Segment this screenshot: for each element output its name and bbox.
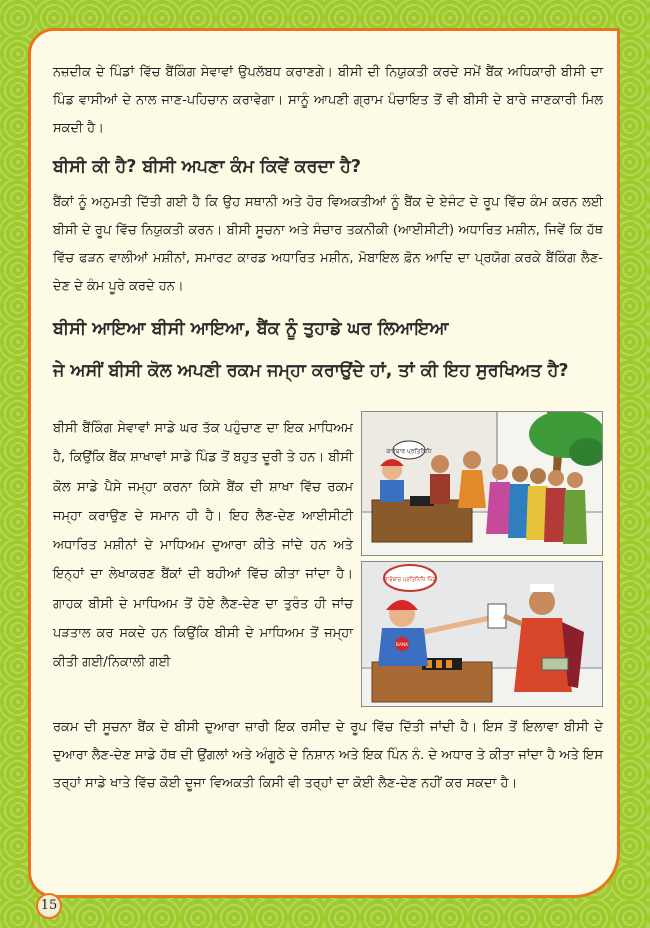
illustration-bc-receipt — [361, 561, 603, 707]
page-number: 15 — [36, 893, 62, 919]
heading-what-is-bc: ਬੀਸੀ ਕੀ ਹੈ? ਬੀਸੀ ਅਪਣਾ ਕੰਮ ਕਿਵੇਂ ਕਰਦਾ ਹੈ? — [53, 157, 362, 177]
illustration-bc-queue — [361, 411, 603, 556]
image2-sign-text: ਕਾਰੋਬਾਰ ਪ੍ਰਤਿਨਿਧਿ ਪਿੰਡ — [383, 577, 437, 583]
bc-description-paragraph: ਬੈਂਕਾਂ ਨੂੰ ਅਨੁਮਤੀ ਦਿੱਤੀ ਗਈ ਹੈ ਕਿ ਉਹ ਸਥਾਨੀ ਅਤੇ ਹੋਰ ਵਿਅਕਤੀਆਂ ਨੂੰ ਬੈਂਕ ਦੇ ਏਜੰਟ ਦੇ ਰੂਪ ਵਿੱਚ ਕੰਮ ਕਰਨ ਲਈ ਬੀਸੀ ਦੇ ਰੂਪ ਵਿੱਚ ਨਿਯੁਕਤੀ ਕਰਨ। ਬੀਸੀ ਸੂਚਨਾ ਅਤੇ ਸੰਚਾਰ ਤਕਨੀਕੀ (ਆਈਸੀਟੀ) ਅਧਾਰਿਤ ਮਸ਼ੀਨ, ਜਿਵੇਂ ਕਿ ਹੱਥ ਵਿੱਚ ਫੜਨ ਵਾਲੀਆਂ ਮਸ਼ੀਨਾਂ, ਸਮਾਰਟ ਕਾਰਡ ਅਧਾਰਿਤ ਮਸ਼ੀਨ, ਮੋਬਾਇਲ ਫ਼ੋਨ ਆਦਿ ਦਾ ਪ੍ਰਯੋਗ ਕਰਕੇ ਬੈਂਕਿੰਗ ਲੈਣ-ਦੇਣ ਦੇ ਕੰਮ ਪੂਰੇ ਕਰਦੇ ਹਨ। — [53, 195, 603, 294]
content-panel — [28, 28, 620, 898]
image1-sign-text: ਕਾਰੋਬਾਰ ਪ੍ਰਤਿਨਿਧਿ — [386, 448, 432, 455]
receipt-paragraph: ਰਕਮ ਦੀ ਸੂਚਨਾ ਬੈਂਕ ਦੇ ਬੀਸੀ ਦੁਆਰਾ ਜ਼ਾਰੀ ਇਕ ਰਸੀਦ ਦੇ ਰੂਪ ਵਿੱਚ ਦਿੱਤੀ ਜਾਂਦੀ ਹੈ। ਇਸ ਤੋਂ ਇਲਾਵਾ ਬੀਸੀ ਦੇ ਦੁਆਰਾ ਲੈਣ-ਦੇਣ ਸਾਡੇ ਹੱਥ ਦੀ ਉਂਗਲਾਂ ਅਤੇ ਅੰਗੂਠੇ ਦੇ ਨਿਸ਼ਾਨ ਅਤੇ ਇਕ ਪਿੰਨ ਨੰ. ਦੇ ਅਧਾਰ ਤੇ ਕੀਤਾ ਜਾਂਦਾ ਹੈ ਅਤੇ ਇਸ ਤਰ੍ਹਾਂ ਸਾਡੇ ਖਾਤੇ ਵਿੱਚ ਕੋਈ ਦੂਜਾ ਵਿਅਕਤੀ ਕਿਸੀ ਵੀ ਤਰ੍ਹਾਂ ਦਾ ਕੋਈ ਲੈਣ-ਦੇਣ ਨਹੀਂ ਕਰ ਸਕਦਾ ਹੈ। — [53, 720, 603, 791]
heading-bc-came: ਬੀਸੀ ਆਇਆ ਬੀਸੀ ਆਇਆ, ਬੈਂਕ ਨੂੰ ਤੁਹਾਡੇ ਘਰ ਲਿਆਇਆ — [53, 319, 449, 339]
intro-paragraph: ਨਜ਼ਦੀਕ ਦੇ ਪਿੰਡਾਂ ਵਿੱਚ ਬੈਂਕਿੰਗ ਸੇਵਾਵਾਂ ਉਪਲੱਬਧ ਕਰਾਣਗੇ। ਬੀਸੀ ਦੀ ਨਿਯੁਕਤੀ ਕਰਦੇ ਸਮੇਂ ਬੈਂਕ ਅਧਿਕਾਰੀ ਬੀਸੀ ਦਾ ਪਿੰਡ ਵਾਸੀਆਂ ਦੇ ਨਾਲ ਜਾਣ-ਪਹਿਚਾਨ ਕਰਾਵੇਗਾ। ਸਾਨੂੰ ਆਪਣੀ ਗ੍ਰਾਮ ਪੰਚਾਇਤ ਤੋਂ ਵੀ ਬੀਸੀ ਦੇ ਬਾਰੇ ਜਾਣਕਾਰੀ ਮਿਲ ਸਕਦੀ ਹੈ। — [53, 65, 603, 136]
image2-machine-label: BANK — [395, 643, 409, 648]
safety-paragraph: ਬੀਸੀ ਬੈਂਕਿੰਗ ਸੇਵਾਵਾਂ ਸਾਡੇ ਘਰ ਤੱਕ ਪਹੁੰਚਾਣ ਦਾ ਇਕ ਮਾਧਿਅਮ ਹੈ, ਕਿਉਂਕਿ ਬੈਂਕ ਸ਼ਾਖਾਵਾਂ ਸਾਡੇ ਪਿੰਡ ਤੋਂ ਬਹੁਤ ਦੂਰੀ ਤੇ ਹਨ। ਬੀਸੀ ਕੋਲ ਸਾਡੇ ਪੈਸੇ ਜਮ੍ਹਾ ਕਰਨਾ ਕਿਸੇ ਬੈਂਕ ਦੀ ਸ਼ਾਖਾ ਵਿੱਚ ਰਕਮ ਜਮ੍ਹਾ ਕਰਾਉਣ ਦੇ ਸਮਾਨ ਹੀ ਹੈ। ਇਹ ਲੈਣ-ਦੇਣ ਆਈਸੀਟੀ ਅਧਾਰਿਤ ਮਸ਼ੀਨਾਂ ਦੇ ਮਾਧਿਅਮ ਦੁਆਰਾ ਕੀਤੇ ਜਾਂਦੇ ਹਨ ਅਤੇ ਇਨ੍ਹਾਂ ਦਾ ਲੇਖਾਕਰਣ ਬੈਂਕਾਂ ਦੀ ਬਹੀਆਂ ਵਿੱਚ ਕੀਤਾ ਜਾਂਦਾ ਹੈ। ਗਾਹਕ ਬੀਸੀ ਦੇ ਮਾਧਿਅਮ ਤੋਂ ਹੋਏ ਲੈਣ-ਦੇਣ ਦਾ ਤੁਰੰਤ ਹੀ ਜਾਂਚ ਪੜਤਾਲ ਕਰ ਸਕਦੇ ਹਨ ਕਿਉਂਕਿ ਬੀਸੀ ਦੇ ਮਾਧਿਅਮ ਤੋਂ ਜਮ੍ਹਾ ਕੀਤੀ ਗਈ/ਨਿਕਾਲੀ ਗਈ — [53, 421, 353, 671]
heading-is-it-safe: ਜੇ ਅਸੀਂ ਬੀਸੀ ਕੋਲ ਅਪਣੀ ਰਕਮ ਜਮ੍ਹਾ ਕਰਾਉਂਦੇ ਹਾਂ, ਤਾਂ ਕੀ ਇਹ ਸੁਰਖਿਅਤ ਹੈ? — [53, 361, 569, 381]
